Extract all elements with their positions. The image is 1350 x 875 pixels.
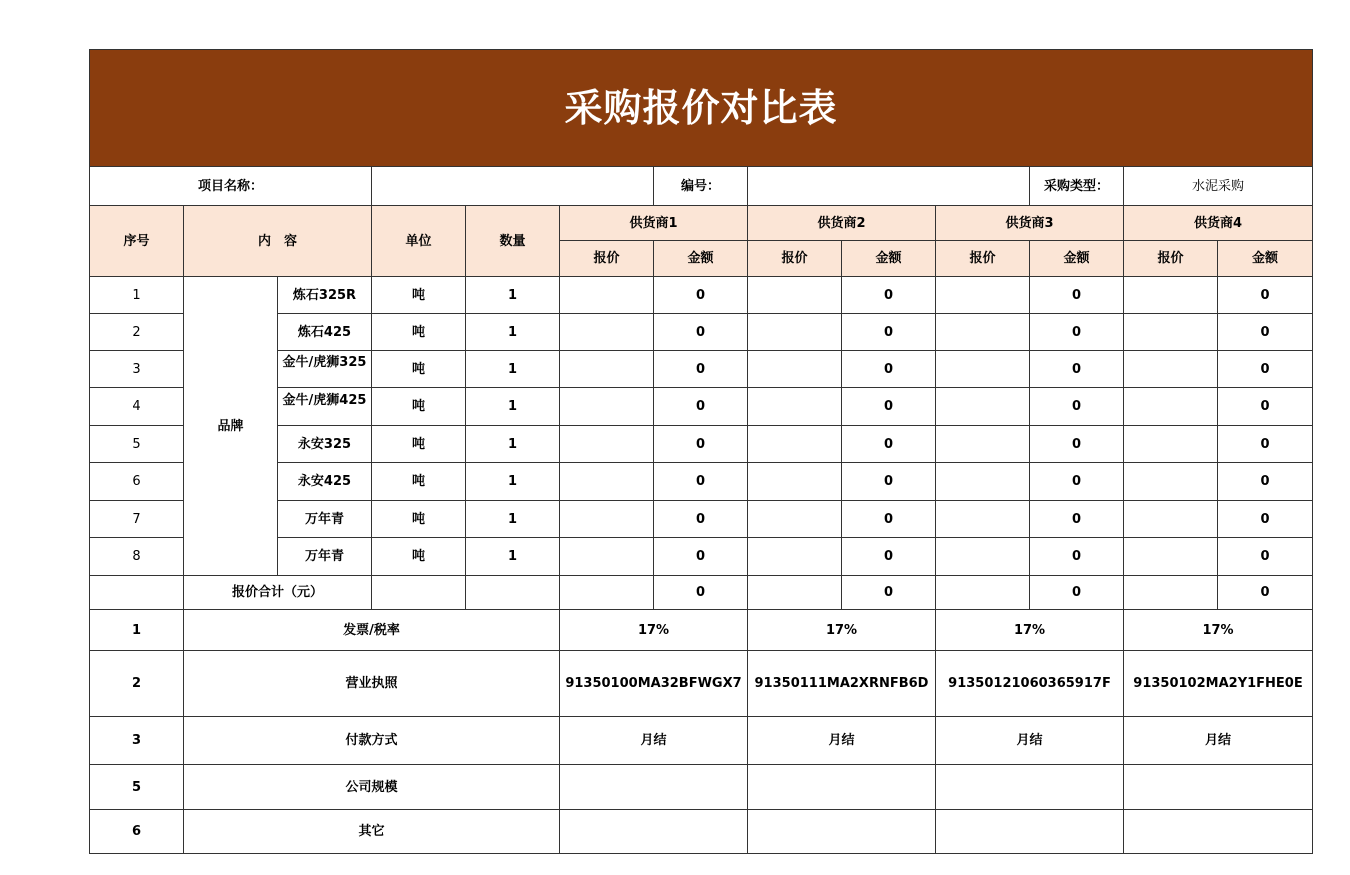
supplier-4-value[interactable] xyxy=(1124,717,1313,765)
supplier-value-text: 91350111MA2XRNFB6D xyxy=(754,676,929,691)
header-amount: 金额 xyxy=(654,241,748,277)
total-amount: 0 xyxy=(654,576,748,610)
total-amount: 0 xyxy=(1030,576,1124,610)
terms-row xyxy=(90,765,1313,810)
amount-cell: 0 xyxy=(1030,351,1124,388)
item-name xyxy=(278,463,372,501)
item-qty: 1 xyxy=(466,501,560,538)
price-cell[interactable] xyxy=(936,501,1030,538)
total-price-cell xyxy=(936,576,1030,610)
supplier-1-value[interactable] xyxy=(560,651,748,717)
amount-cell: 0 xyxy=(1030,314,1124,351)
supplier-1-value[interactable] xyxy=(560,810,748,854)
price-cell[interactable] xyxy=(936,351,1030,388)
item-seq: 8 xyxy=(90,538,184,576)
header-amount: 金额 xyxy=(842,241,936,277)
amount-cell: 0 xyxy=(842,314,936,351)
item-name-text: 金牛/虎狮325 xyxy=(282,355,367,370)
terms-label: 发票/税率 xyxy=(184,610,560,651)
page-title: 采购报价对比表 xyxy=(90,50,1313,167)
supplier-1-value[interactable] xyxy=(560,765,748,810)
price-cell[interactable] xyxy=(748,277,842,314)
quote-comparison-table xyxy=(89,49,1313,854)
amount-cell: 0 xyxy=(1030,388,1124,426)
price-cell[interactable] xyxy=(560,314,654,351)
price-cell[interactable] xyxy=(1124,426,1218,463)
amount-cell: 0 xyxy=(654,426,748,463)
item-name xyxy=(278,501,372,538)
item-name xyxy=(278,314,372,351)
item-name xyxy=(278,388,372,426)
price-cell[interactable] xyxy=(936,277,1030,314)
item-name-text: 金牛/虎狮425 xyxy=(282,392,367,408)
price-cell[interactable] xyxy=(936,388,1030,426)
terms-row xyxy=(90,651,1313,717)
price-cell[interactable] xyxy=(936,314,1030,351)
supplier-value-text: 91350100MA32BFWGX7 xyxy=(565,676,742,691)
supplier-3-value[interactable] xyxy=(936,765,1124,810)
item-name-text: 万年青 xyxy=(304,549,344,564)
item-unit: 吨 xyxy=(372,314,466,351)
item-name xyxy=(278,538,372,576)
total-price-cell xyxy=(748,576,842,610)
supplier-value-text: 91350102MA2Y1FHE0E xyxy=(1133,676,1303,691)
supplier-3-value[interactable] xyxy=(936,810,1124,854)
item-qty: 1 xyxy=(466,351,560,388)
supplier-value-text: 91350121060365917F xyxy=(948,676,1111,691)
supplier-2-value[interactable] xyxy=(748,651,936,717)
item-seq: 1 xyxy=(90,277,184,314)
item-name-text: 炼石325R xyxy=(292,287,357,303)
terms-seq: 2 xyxy=(90,651,184,717)
amount-cell: 0 xyxy=(1218,426,1313,463)
amount-cell: 0 xyxy=(1030,501,1124,538)
amount-cell: 0 xyxy=(1030,277,1124,314)
amount-cell: 0 xyxy=(654,538,748,576)
item-name xyxy=(278,277,372,314)
total-amount: 0 xyxy=(842,576,936,610)
header-supplier-4: 供货商4 xyxy=(1124,206,1313,241)
amount-cell: 0 xyxy=(1218,277,1313,314)
terms-label: 公司规模 xyxy=(184,765,560,810)
supplier-value-text: 月结 xyxy=(1016,733,1043,748)
price-cell[interactable] xyxy=(936,463,1030,501)
amount-cell: 0 xyxy=(842,501,936,538)
header-price: 报价 xyxy=(1124,241,1218,277)
price-cell[interactable] xyxy=(748,538,842,576)
amount-cell: 0 xyxy=(654,501,748,538)
amount-cell: 0 xyxy=(1218,501,1313,538)
price-cell[interactable] xyxy=(748,501,842,538)
supplier-1-value[interactable] xyxy=(560,717,748,765)
price-cell[interactable] xyxy=(1124,538,1218,576)
terms-label: 付款方式 xyxy=(184,717,560,765)
item-qty: 1 xyxy=(466,426,560,463)
amount-cell: 0 xyxy=(1218,314,1313,351)
header-amount: 金额 xyxy=(1218,241,1313,277)
terms-row xyxy=(90,610,1313,651)
total-row xyxy=(90,576,1313,610)
supplier-value-text: 17% xyxy=(825,622,858,638)
item-qty: 1 xyxy=(466,314,560,351)
header-unit: 单位 xyxy=(372,206,466,277)
total-amount: 0 xyxy=(1218,576,1313,610)
item-name-text: 永安425 xyxy=(297,474,352,489)
price-cell[interactable] xyxy=(748,351,842,388)
item-seq: 2 xyxy=(90,314,184,351)
item-qty: 1 xyxy=(466,277,560,314)
price-cell[interactable] xyxy=(936,426,1030,463)
amount-cell: 0 xyxy=(842,463,936,501)
supplier-4-value[interactable] xyxy=(1124,610,1313,651)
amount-cell: 0 xyxy=(842,538,936,576)
total-price-cell xyxy=(560,576,654,610)
header-price: 报价 xyxy=(936,241,1030,277)
price-cell[interactable] xyxy=(1124,388,1218,426)
amount-cell: 0 xyxy=(842,277,936,314)
item-unit: 吨 xyxy=(372,501,466,538)
item-qty: 1 xyxy=(466,538,560,576)
price-cell[interactable] xyxy=(748,426,842,463)
item-seq: 3 xyxy=(90,351,184,388)
item-unit: 吨 xyxy=(372,426,466,463)
amount-cell: 0 xyxy=(654,351,748,388)
item-unit: 吨 xyxy=(372,351,466,388)
item-name-text: 炼石425 xyxy=(297,324,352,340)
project-name-value[interactable] xyxy=(372,167,654,206)
header-qty: 数量 xyxy=(466,206,560,277)
supplier-3-value[interactable] xyxy=(936,610,1124,651)
item-name xyxy=(278,351,372,388)
amount-cell: 0 xyxy=(1030,538,1124,576)
header-supplier-2: 供货商2 xyxy=(748,206,936,241)
price-cell[interactable] xyxy=(1124,463,1218,501)
terms-seq: 3 xyxy=(90,717,184,765)
header-amount: 金额 xyxy=(1030,241,1124,277)
amount-cell: 0 xyxy=(654,314,748,351)
number-value[interactable] xyxy=(748,167,1030,206)
amount-cell: 0 xyxy=(1030,426,1124,463)
amount-cell: 0 xyxy=(1218,351,1313,388)
supplier-2-value[interactable] xyxy=(748,810,936,854)
header-supplier-3: 供货商3 xyxy=(936,206,1124,241)
supplier-2-value[interactable] xyxy=(748,610,936,651)
price-cell[interactable] xyxy=(1124,314,1218,351)
price-cell[interactable] xyxy=(1124,501,1218,538)
supplier-value-text: 月结 xyxy=(640,733,667,748)
price-cell[interactable] xyxy=(748,463,842,501)
amount-cell: 0 xyxy=(654,277,748,314)
header-price: 报价 xyxy=(560,241,654,277)
supplier-value-text: 17% xyxy=(1013,622,1046,638)
purchase-type-value[interactable]: 水泥采购 xyxy=(1124,167,1313,206)
total-label: 报价合计（元） xyxy=(184,576,372,610)
total-seq xyxy=(90,576,184,610)
supplier-value-text: 17% xyxy=(1202,622,1234,638)
item-name-text: 永安325 xyxy=(297,436,352,452)
item-name-text: 万年青 xyxy=(304,511,344,527)
price-cell[interactable] xyxy=(560,501,654,538)
supplier-3-value[interactable] xyxy=(936,651,1124,717)
item-seq: 7 xyxy=(90,501,184,538)
supplier-4-value[interactable] xyxy=(1124,765,1313,810)
brand-label: 品牌 xyxy=(184,277,278,576)
total-qty xyxy=(466,576,560,610)
project-name-label: 项目名称： xyxy=(90,167,372,206)
price-cell[interactable] xyxy=(1124,351,1218,388)
item-name xyxy=(278,426,372,463)
item-qty: 1 xyxy=(466,388,560,426)
header-price: 报价 xyxy=(748,241,842,277)
total-price-cell xyxy=(1124,576,1218,610)
amount-cell: 0 xyxy=(1030,463,1124,501)
terms-row xyxy=(90,717,1313,765)
header-seq: 序号 xyxy=(90,206,184,277)
price-cell[interactable] xyxy=(560,463,654,501)
item-seq: 5 xyxy=(90,426,184,463)
price-cell[interactable] xyxy=(560,351,654,388)
item-row xyxy=(90,277,1313,314)
purchase-type-label: 采购类型： xyxy=(1030,167,1124,206)
price-cell[interactable] xyxy=(560,388,654,426)
item-seq: 6 xyxy=(90,463,184,501)
total-unit xyxy=(372,576,466,610)
price-cell[interactable] xyxy=(560,426,654,463)
amount-cell: 0 xyxy=(842,388,936,426)
amount-cell: 0 xyxy=(1218,463,1313,501)
supplier-value-text: 月结 xyxy=(828,733,855,748)
price-cell[interactable] xyxy=(748,314,842,351)
amount-cell: 0 xyxy=(654,463,748,501)
item-unit: 吨 xyxy=(372,388,466,426)
terms-row xyxy=(90,810,1313,854)
amount-cell: 0 xyxy=(1218,388,1313,426)
supplier-4-value[interactable] xyxy=(1124,651,1313,717)
supplier-2-value[interactable] xyxy=(748,765,936,810)
supplier-value-text: 17% xyxy=(637,622,670,638)
amount-cell: 0 xyxy=(842,426,936,463)
supplier-4-value[interactable] xyxy=(1124,810,1313,854)
item-qty: 1 xyxy=(466,463,560,501)
item-unit: 吨 xyxy=(372,277,466,314)
terms-seq: 1 xyxy=(90,610,184,651)
terms-seq: 6 xyxy=(90,810,184,854)
supplier-3-value[interactable] xyxy=(936,717,1124,765)
header-content: 内 容 xyxy=(184,206,372,277)
number-label: 编号： xyxy=(654,167,748,206)
amount-cell: 0 xyxy=(654,388,748,426)
price-cell[interactable] xyxy=(1124,277,1218,314)
item-unit: 吨 xyxy=(372,463,466,501)
price-cell[interactable] xyxy=(748,388,842,426)
supplier-1-value[interactable] xyxy=(560,610,748,651)
terms-label: 营业执照 xyxy=(184,651,560,717)
header-supplier-1: 供货商1 xyxy=(560,206,748,241)
supplier-value-text: 月结 xyxy=(1204,733,1231,748)
amount-cell: 0 xyxy=(1218,538,1313,576)
supplier-2-value[interactable] xyxy=(748,717,936,765)
terms-label: 其它 xyxy=(184,810,560,854)
price-cell[interactable] xyxy=(936,538,1030,576)
amount-cell: 0 xyxy=(842,351,936,388)
item-unit: 吨 xyxy=(372,538,466,576)
item-seq: 4 xyxy=(90,388,184,426)
terms-seq: 5 xyxy=(90,765,184,810)
price-cell[interactable] xyxy=(560,538,654,576)
price-cell[interactable] xyxy=(560,277,654,314)
